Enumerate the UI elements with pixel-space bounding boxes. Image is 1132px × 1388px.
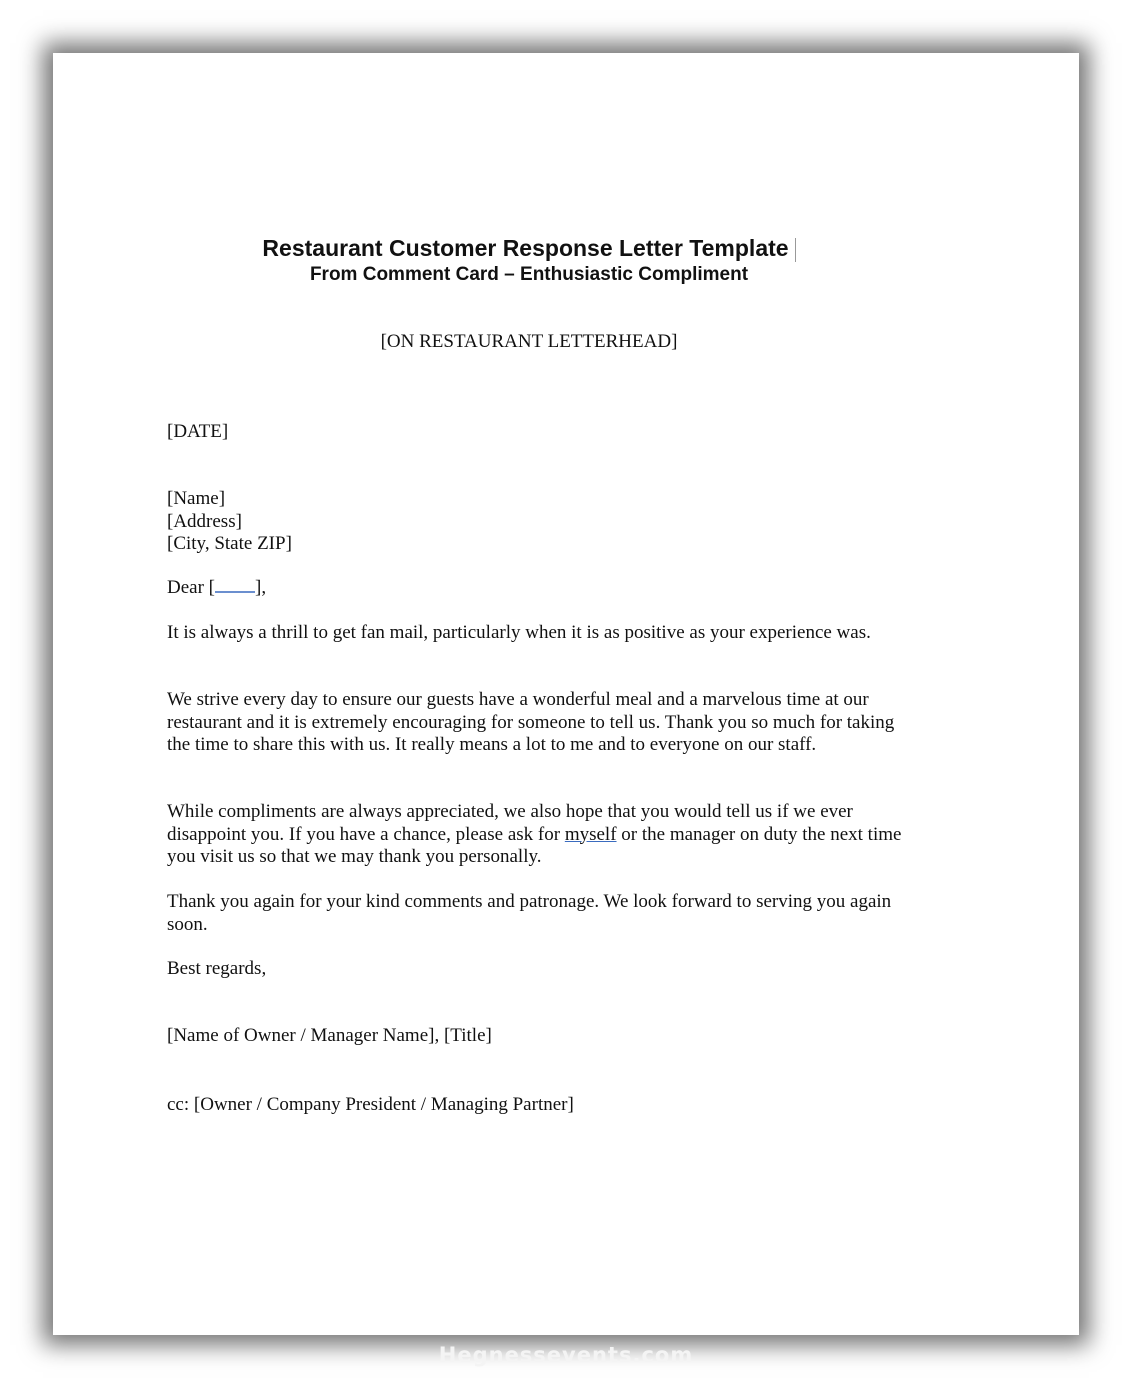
cc-line: cc: [Owner / Company President / Managing Partner]: [167, 1094, 574, 1115]
paragraph-2: We strive every day to ensure our guests have a wonderful meal and a marvelous time at our restaurant and it is extremely encouraging for someone to tell us. Thank you so much for taking the time to share this with us. It really means a lot to me and to everyone on our staff.: [167, 689, 895, 755]
document-subtitle: From Comment Card – Enthusiastic Compliment: [309, 264, 749, 285]
salutation: Dear [ ],: [167, 577, 267, 598]
paragraph-4: Thank you again for your kind comments and patronage. We look forward to serving you again soon.: [167, 891, 892, 935]
name-blank[interactable]: [215, 577, 255, 593]
signature: [Name of Owner / Manager Name], [Title]: [167, 1025, 492, 1046]
text-cursor: [795, 238, 796, 262]
watermark: Hegnessevents.com: [438, 1343, 694, 1367]
closing: Best regards,: [167, 958, 267, 979]
date-placeholder: [DATE]: [167, 421, 229, 442]
letterhead-placeholder: [ON RESTAURANT LETTERHEAD]: [380, 331, 678, 352]
recipient-address: [Name] [Address] [City, State ZIP]: [167, 488, 292, 554]
paragraph-1: It is always a thrill to get fan mail, particularly when it is as positive as your experience was.: [167, 622, 871, 643]
paragraph-3: While compliments are always appreciated, we also hope that you would tell us if we ever disappoint you. If you have a chance, please ask for myself or the manager on duty the next time you visit us so that we may thank you personally.: [167, 801, 902, 867]
spellcheck-word: myself: [564, 823, 617, 845]
document-title: Restaurant Customer Response Letter Template: [0, 235, 1058, 262]
